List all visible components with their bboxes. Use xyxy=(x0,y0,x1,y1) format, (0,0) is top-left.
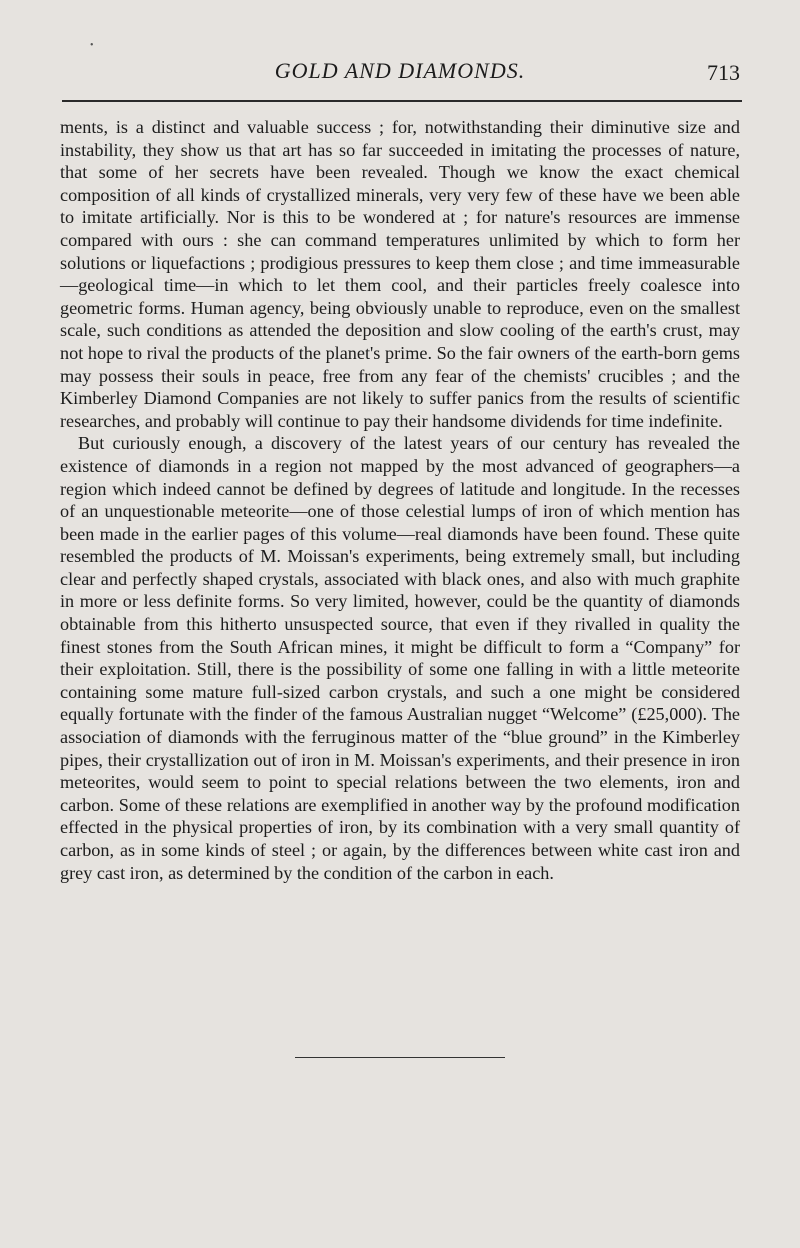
paragraph-1: ments, is a distinct and valuable success ; for, notwithstanding their diminutive size and instability, they show us that art has so far succeeded in imitating the processes of nature, that some of her secrets have been revealed. Though we know the exact chemical composition of all kinds of crystallized minerals, very very few of these have we been able to imitate artificially. Nor is this to be wondered at ; for nature's resources are immense compared with ours : she can command temperatures unlimited by which to form her solutions or liquefactions ; prodigious pressures to keep them close ; and time immeasurable—geological time—in which to let them cool, and their particles freely coalesce into geometric forms. Human agency, being obviously unable to reproduce, even on the smallest scale, such conditions as attended the deposition and slow cooling of the earth's crust, may not hope to rival the products of the planet's prime. So the fair owners of the earth-born gems may possess their souls in peace, free from any fear of the chemists' crucibles ; and the Kimberley Diamond Companies are not likely to suffer panics from the results of scientific researches, and probably will continue to pay their handsome dividends for time indefinite. xyxy=(60,117,740,431)
page-number: 713 xyxy=(707,60,740,85)
paragraph-2: But curiously enough, a discovery of the latest years of our century has revealed the existence of diamonds in a region not mapped by the most advanced of geographers—a region which indeed cannot be defined by degrees of latitude and longitude. In the recesses of an unquestionable meteorite—one of those celestial lumps of iron of which mention has been made in the earlier pages of this volume—real diamonds have been found. These quite resembled the products of M. Moissan's experiments, being extremely small, but including clear and perfectly shaped crystals, associated with black ones, and also with much graphite in more or less definite forms. So very limited, however, could be the quantity of diamonds obtainable from this hitherto unsuspected source, that even if they rivalled in quality the finest stones from the South African mines, it might be difficult to form a “Company” for their exploitation. Still, there is the possibility of some one falling in with a little meteorite containing some mature full-sized carbon crystals, and such a one might be considered equally fortunate with the finder of the famous Australian nugget “Welcome” (£25,000). The association of diamonds with the ferruginous matter of the “blue ground” in the Kimberley pipes, their crystallization out of iron in M. Moissan's experiments, and their presence in iron meteorites, would seem to point to special relations between the two elements, iron and carbon. Some of these relations are exemplified in another way by the profound modification effected in the physical properties of iron, by its combination with a very small quantity of carbon, as in some kinds of steel ; or again, by the differences between white cast iron and grey cast iron, as determined by the condition of the carbon in each. xyxy=(60,433,740,883)
stray-mark: • xyxy=(90,40,94,51)
body-text xyxy=(60,116,740,884)
running-head xyxy=(60,58,740,98)
end-ornament-rule xyxy=(0,1045,800,1053)
running-title: GOLD AND DIAMONDS. xyxy=(274,58,526,83)
header-rule xyxy=(62,100,742,102)
